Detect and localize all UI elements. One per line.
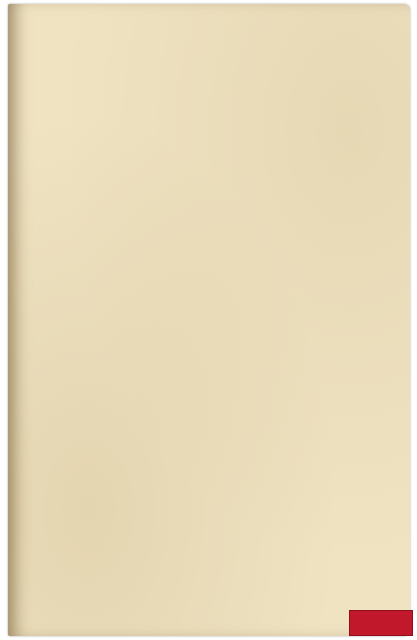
paragraph-gap bbox=[62, 43, 240, 48]
book-page bbox=[8, 4, 410, 636]
left-text-column bbox=[62, 38, 240, 48]
library-stamp bbox=[349, 610, 413, 636]
